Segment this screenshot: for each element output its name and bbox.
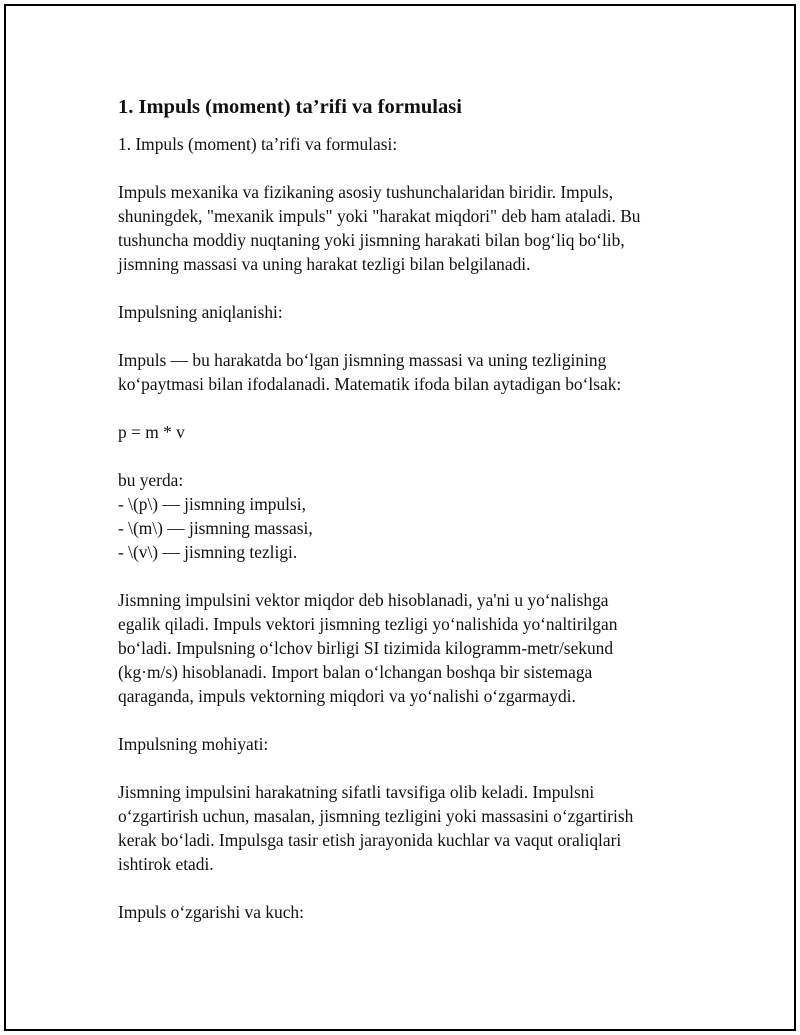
paragraph (118, 132, 698, 156)
text-line: bu yerda: (118, 470, 184, 490)
text-line: shuningdek, "mexanik impuls" yoki "harakat miqdori" deb ham ataladi. Bu (118, 206, 641, 226)
text-line: Impuls mexanika va fizikaning asosiy tushunchalaridan biridir. Impuls, (118, 182, 614, 202)
paragraph (118, 588, 698, 708)
text-line: o‘zgartirish uchun, masalan, jismning tezligini yoki massasini o‘zgartirish (118, 806, 634, 826)
text-line: - \(p\) — jismning impulsi, (118, 494, 306, 514)
text-line: Impuls — bu harakatda bo‘lgan jismning massasi va uning tezligining (118, 350, 607, 370)
paragraph (118, 348, 698, 396)
document-title: 1. Impuls (moment) ta’rifi va formulasi (118, 96, 462, 118)
paragraph (118, 900, 698, 924)
text-line: Impuls o‘zgarishi va kuch: (118, 902, 304, 922)
text-line: p = m * v (118, 422, 185, 442)
text-line: - \(m\) — jismning massasi, (118, 518, 313, 538)
paragraph-container (118, 132, 698, 924)
paragraph (118, 732, 698, 756)
text-line: tushuncha moddiy nuqtaning yoki jismning harakati bilan bog‘liq bo‘lib, (118, 230, 625, 250)
document-body (118, 93, 698, 948)
text-line: (kg·m/s) hisoblanadi. Import balan o‘lchangan boshqa bir sistemaga (118, 662, 593, 682)
paragraph (118, 180, 698, 276)
text-line: Jismning impulsini harakatning sifatli tavsifiga olib keladi. Impulsni (118, 782, 595, 802)
text-line: Jismning impulsini vektor miqdor deb hisoblanadi, ya'ni u yo‘nalishga (118, 590, 609, 610)
paragraph (118, 468, 698, 564)
paragraph (118, 780, 698, 876)
text-line: 1. Impuls (moment) ta’rifi va formulasi: (118, 134, 398, 154)
text-line: ishtirok etadi. (118, 854, 214, 874)
text-line: ko‘paytmasi bilan ifodalanadi. Matematik ifoda bilan aytadigan bo‘lsak: (118, 374, 622, 394)
text-line: Impulsning mohiyati: (118, 734, 269, 754)
text-line: Impulsning aniqlanishi: (118, 302, 283, 322)
text-line: kerak bo‘ladi. Impulsga tasir etish jarayonida kuchlar va vaqut oraliqlari (118, 830, 622, 850)
text-line: jismning massasi va uning harakat tezligi bilan belgilanadi. (118, 254, 531, 274)
paragraph (118, 420, 698, 444)
text-line: qaraganda, impuls vektorning miqdori va yo‘nalishi o‘zgarmaydi. (118, 686, 576, 706)
text-line: egalik qiladi. Impuls vektori jismning tezligi yo‘nalishida yo‘naltirilgan (118, 614, 618, 634)
text-line: bo‘ladi. Impulsning o‘lchov birligi SI tizimida kilogramm-metr/sekund (118, 638, 614, 658)
text-line: - \(v\) — jismning tezligi. (118, 542, 298, 562)
paragraph (118, 300, 698, 324)
